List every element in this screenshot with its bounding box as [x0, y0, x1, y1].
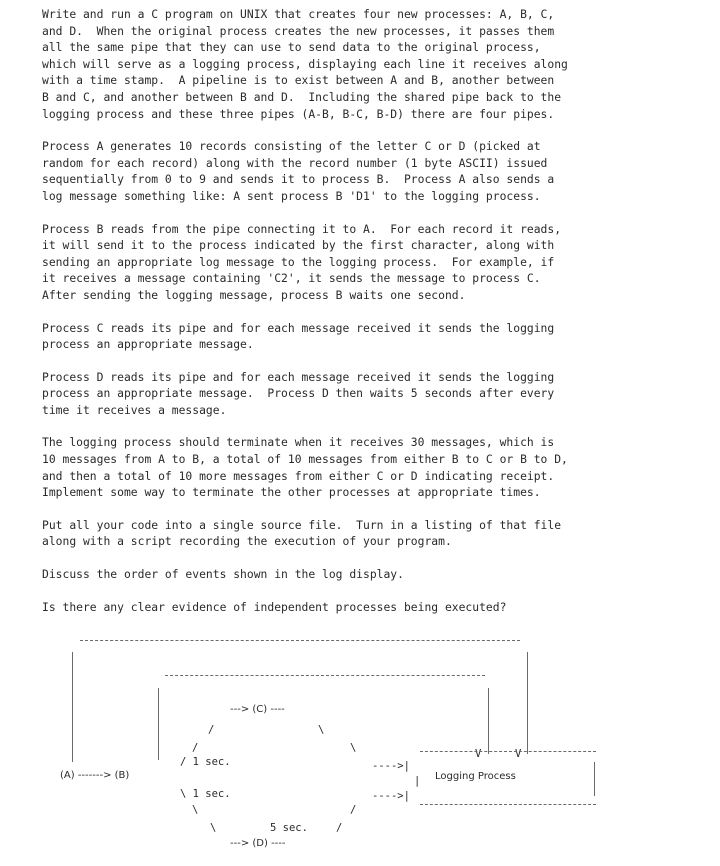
outer-top-line — [80, 640, 520, 641]
arrow-c-to-log: ---->| — [372, 760, 410, 772]
log-box-bottom — [420, 804, 596, 805]
paragraph-discuss: Discuss the order of events shown in the log display. — [42, 567, 404, 582]
slash-to-c: / — [208, 724, 215, 736]
v-arrow-right: V — [515, 748, 522, 760]
slash-from-d-2: / — [336, 822, 343, 834]
paragraph-question: Is there any clear evidence of independent processes being executed? — [42, 599, 507, 614]
slash-from-d: / — [350, 804, 357, 816]
v-arrow-left: V — [475, 748, 482, 760]
paragraph-process-b: Process B reads from the pipe connecting it to A. For each record it reads, it will send it to the process indicated by the first character, along with sending an appropriate log message to the logging process. For example, if it receives a message containing 'C2', it sends the message to process C. After sending the logging message, process B waits one second. — [42, 221, 562, 302]
log-separator-bar: | — [414, 775, 421, 787]
outer-left-vertical — [72, 652, 73, 762]
paragraph-process-d: Process D reads its pipe and for each message received it sends the logging process an appropriate message. Process D then waits 5 seconds after every time it receives a message. — [42, 369, 555, 417]
paragraph-process-a: Process A generates 10 records consisting of the letter C or D (picked at random for each record) along with the record number (1 byte ASCII) issued sequentially from 0 to 9 and sends it to process B. Process A also sends a log message something like: A sent process B 'D1' to the logging process. — [42, 139, 555, 203]
inner-left-vertical — [158, 688, 159, 760]
log-box-top — [420, 751, 596, 752]
node-d: ---> (D) ---- — [230, 838, 286, 849]
paragraph-process-c: Process C reads its pipe and for each message received it sends the logging process an appropriate message. — [42, 320, 555, 352]
backslash-from-c: \ — [318, 724, 325, 736]
arrow-d-to-log: ---->| — [372, 790, 410, 802]
outer-right-vertical — [527, 652, 528, 754]
log-box-right — [594, 762, 595, 796]
label-1-sec-to-c: / 1 sec. — [180, 756, 231, 768]
paragraph-intro: Write and run a C program on UNIX that creates four new processes: A, B, C, and D. When the original process creates the new processes, it passes them all the same pipe that they can use to send data to the original process, which will serve as a logging process, displaying each line it receives along with a time stamp. A pipeline is to exist between A and B, another between B and C, and another between B and D. Including the shared pipe back to the logging process and these three pipes (A-B, B-C, B-D) there are four pipes. — [42, 7, 568, 121]
inner-right-vertical — [488, 688, 489, 754]
inner-top-line — [165, 675, 485, 676]
label-1-sec-to-d: \ 1 sec. — [180, 788, 231, 800]
node-c: ---> (C) ---- — [230, 704, 285, 715]
node-a-to-b: (A) -------> (B) — [60, 770, 130, 781]
backslash-from-c-2: \ — [350, 742, 357, 754]
process-diagram — [0, 628, 720, 866]
label-5-sec: 5 sec. — [270, 822, 308, 834]
backslash-to-d: \ — [192, 804, 199, 816]
assignment-document — [42, 6, 718, 631]
paragraph-logging: The logging process should terminate when it receives 30 messages, which is 10 messages from A to B, a total of 10 messages from either B to C or B to D, and then a total of 10 more messages from either C or D indicating receipt. Implement some way to terminate the other processes at appropriate times. — [42, 435, 568, 500]
backslash-to-d-2: \ — [210, 822, 217, 834]
logging-process-label: Logging Process — [435, 771, 516, 782]
slash-to-c-2: / — [192, 742, 199, 754]
paragraph-submission: Put all your code into a single source file. Turn in a listing of that file along with a script recording the execution of your program. — [42, 517, 562, 549]
